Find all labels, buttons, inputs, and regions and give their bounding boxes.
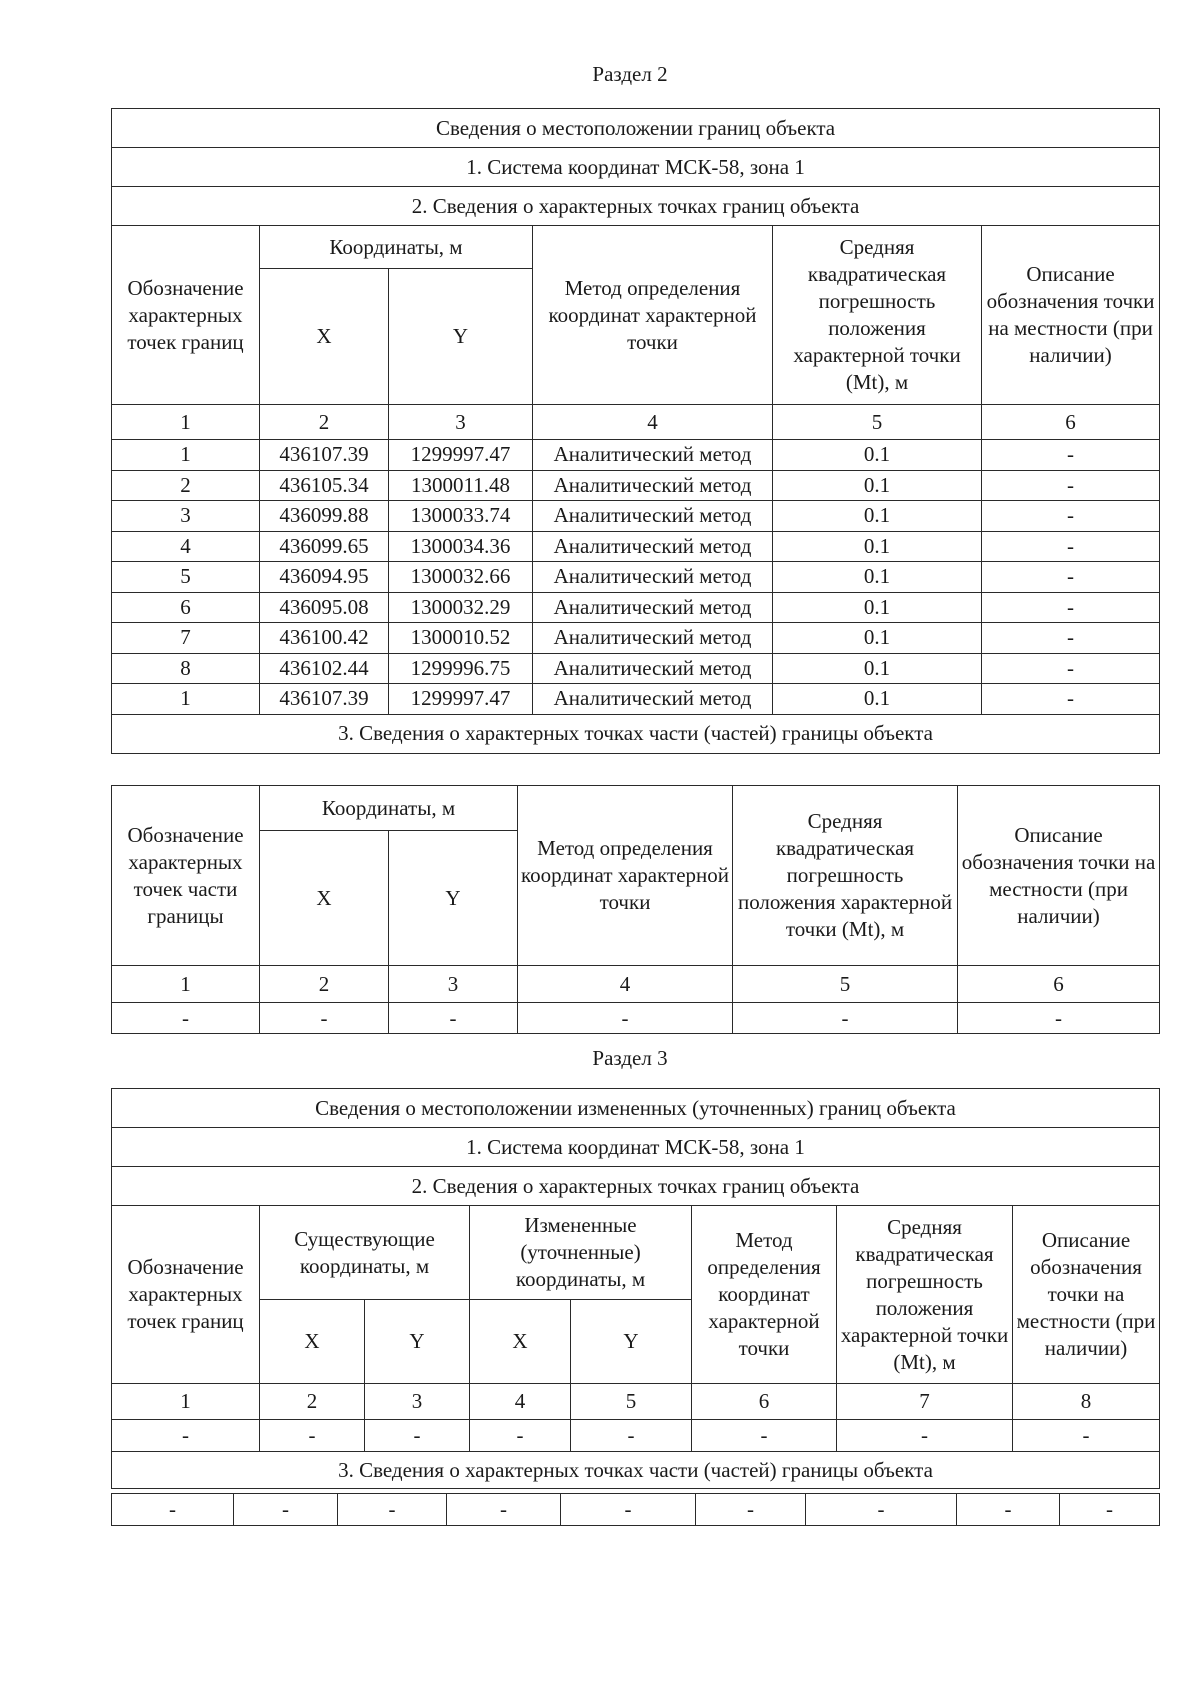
table-cell: - bbox=[1013, 1420, 1160, 1452]
col-number: 1 bbox=[112, 405, 260, 440]
table-cell: - bbox=[692, 1420, 837, 1452]
table-cell: 0.1 bbox=[773, 470, 982, 501]
col-number: 4 bbox=[518, 966, 733, 1003]
table-cell: - bbox=[957, 1494, 1060, 1526]
col-header-existing-coords: Существующие координаты, м bbox=[260, 1206, 470, 1300]
table-cell: - bbox=[447, 1494, 561, 1526]
table-cell: 436105.34 bbox=[260, 470, 389, 501]
table-cell: 4 bbox=[112, 531, 260, 562]
coordinate-system: 1. Система координат МСК-58, зона 1 bbox=[112, 1128, 1160, 1167]
table-cell: 1300032.66 bbox=[389, 562, 533, 593]
table-cell: 436107.39 bbox=[260, 440, 389, 471]
table-row bbox=[112, 562, 1160, 593]
col-number: 4 bbox=[533, 405, 773, 440]
table-cell: - bbox=[982, 623, 1160, 654]
table-cell: - bbox=[470, 1420, 571, 1452]
table-cell: 1299996.75 bbox=[389, 653, 533, 684]
table-cell: - bbox=[561, 1494, 696, 1526]
table-cell: - bbox=[982, 562, 1160, 593]
col-number: 5 bbox=[571, 1384, 692, 1420]
table-cell: 1300011.48 bbox=[389, 470, 533, 501]
table-cell: - bbox=[389, 1003, 518, 1034]
table-cell: 436102.44 bbox=[260, 653, 389, 684]
col-number: 5 bbox=[773, 405, 982, 440]
part-col-header-description: Описание обозначения точки на местности (при наличии) bbox=[958, 786, 1160, 966]
part-points-subtitle: 3. Сведения о характерных точках части (частей) границы объекта bbox=[112, 1452, 1160, 1489]
col-header-changed-x: X bbox=[470, 1300, 571, 1384]
points-subtitle: 2. Сведения о характерных точках границ объекта bbox=[112, 1167, 1160, 1206]
table-cell: 436099.65 bbox=[260, 531, 389, 562]
table-cell: 0.1 bbox=[773, 562, 982, 593]
col-number: 2 bbox=[260, 405, 389, 440]
col-number: 8 bbox=[1013, 1384, 1160, 1420]
part-col-header-x: X bbox=[260, 831, 389, 966]
table-row bbox=[112, 623, 1160, 654]
table-cell: 0.1 bbox=[773, 440, 982, 471]
table-cell: - bbox=[112, 1494, 234, 1526]
table-cell: - bbox=[260, 1420, 365, 1452]
col-number: 7 bbox=[837, 1384, 1013, 1420]
table-cell: 0.1 bbox=[773, 623, 982, 654]
table-row bbox=[112, 684, 1160, 715]
col-header-changed-y: Y bbox=[571, 1300, 692, 1384]
table-cell: - bbox=[982, 592, 1160, 623]
table-cell: 0.1 bbox=[773, 592, 982, 623]
col-header-designation: Обозначение характерных точек границ bbox=[112, 1206, 260, 1384]
table-cell: - bbox=[260, 1003, 389, 1034]
section-2-part-table bbox=[111, 785, 1160, 1034]
table-cell: - bbox=[982, 684, 1160, 715]
section-3-header: Сведения о местоположении измененных (уточненных) границ объекта bbox=[112, 1089, 1160, 1128]
table-cell: - bbox=[1060, 1494, 1160, 1526]
col-header-existing-x: X bbox=[260, 1300, 365, 1384]
section-2-header: Сведения о местоположении границ объекта bbox=[112, 109, 1160, 148]
table-cell: - bbox=[982, 470, 1160, 501]
table-cell: 0.1 bbox=[773, 531, 982, 562]
table-row bbox=[112, 1494, 1160, 1526]
col-header-coords: Координаты, м bbox=[260, 226, 533, 269]
section-3-title: Раздел 3 bbox=[592, 1046, 668, 1070]
table-cell: - bbox=[982, 653, 1160, 684]
table-row bbox=[112, 470, 1160, 501]
col-number: 2 bbox=[260, 1384, 365, 1420]
table-cell: Аналитический метод bbox=[533, 501, 773, 532]
table-cell: 1 bbox=[112, 684, 260, 715]
table-cell: 1299997.47 bbox=[389, 684, 533, 715]
table-cell: 436094.95 bbox=[260, 562, 389, 593]
col-header-x: X bbox=[260, 269, 389, 405]
table-row bbox=[112, 1420, 1160, 1452]
table-row bbox=[112, 653, 1160, 684]
table-cell: Аналитический метод bbox=[533, 592, 773, 623]
col-header-error: Средняя квадратическая погрешность положения характерной точки (Mt), м bbox=[773, 226, 982, 405]
table-cell: 436095.08 bbox=[260, 592, 389, 623]
points-subtitle: 2. Сведения о характерных точках границ объекта bbox=[112, 187, 1160, 226]
table-cell: - bbox=[733, 1003, 958, 1034]
part-col-header-coords: Координаты, м bbox=[260, 786, 518, 831]
col-header-description: Описание обозначения точки на местности (при наличии) bbox=[982, 226, 1160, 405]
table-cell: Аналитический метод bbox=[533, 440, 773, 471]
col-number: 4 bbox=[470, 1384, 571, 1420]
section-2-title: Раздел 2 bbox=[592, 62, 668, 86]
table-cell: 0.1 bbox=[773, 653, 982, 684]
table-cell: 3 bbox=[112, 501, 260, 532]
table-cell: 6 bbox=[112, 592, 260, 623]
col-numbers-row bbox=[112, 1384, 1160, 1420]
table-cell: 436099.88 bbox=[260, 501, 389, 532]
table-cell: 436107.39 bbox=[260, 684, 389, 715]
col-number: 1 bbox=[112, 1384, 260, 1420]
table-cell: 1300034.36 bbox=[389, 531, 533, 562]
table-cell: - bbox=[365, 1420, 470, 1452]
col-number: 6 bbox=[692, 1384, 837, 1420]
col-number: 6 bbox=[958, 966, 1160, 1003]
table-cell: - bbox=[338, 1494, 447, 1526]
table-cell: 5 bbox=[112, 562, 260, 593]
table-cell: Аналитический метод bbox=[533, 531, 773, 562]
col-header-existing-y: Y bbox=[365, 1300, 470, 1384]
table-row bbox=[112, 531, 1160, 562]
table-cell: - bbox=[112, 1003, 260, 1034]
part-points-subtitle: 3. Сведения о характерных точках части (частей) границы объекта bbox=[112, 714, 1160, 753]
table-row bbox=[112, 1003, 1160, 1034]
part-col-header-designation: Обозначение характерных точек части границы bbox=[112, 786, 260, 966]
section-3-part-table bbox=[111, 1493, 1160, 1526]
table-cell: Аналитический метод bbox=[533, 653, 773, 684]
col-header-y: Y bbox=[389, 269, 533, 405]
col-header-error: Средняя квадратическая погрешность положения характерной точки (Mt), м bbox=[837, 1206, 1013, 1384]
part-col-header-error: Средняя квадратическая погрешность положения характерной точки (Mt), м bbox=[733, 786, 958, 966]
col-header-method: Метод определения координат характерной точки bbox=[692, 1206, 837, 1384]
table-cell: Аналитический метод bbox=[533, 623, 773, 654]
table-cell: 0.1 bbox=[773, 501, 982, 532]
table-cell: 1300010.52 bbox=[389, 623, 533, 654]
part-col-header-method: Метод определения координат характерной точки bbox=[518, 786, 733, 966]
table-cell: Аналитический метод bbox=[533, 684, 773, 715]
col-number: 6 bbox=[982, 405, 1160, 440]
table-cell: 1 bbox=[112, 440, 260, 471]
col-header-description: Описание обозначения точки на местности (при наличии) bbox=[1013, 1206, 1160, 1384]
coordinate-system: 1. Система координат МСК-58, зона 1 bbox=[112, 148, 1160, 187]
col-number: 3 bbox=[389, 405, 533, 440]
table-cell: 436100.42 bbox=[260, 623, 389, 654]
table-cell: - bbox=[982, 531, 1160, 562]
col-numbers-row bbox=[112, 405, 1160, 440]
table-cell: 8 bbox=[112, 653, 260, 684]
table-cell: 1300033.74 bbox=[389, 501, 533, 532]
table-cell: - bbox=[234, 1494, 338, 1526]
part-col-numbers-row bbox=[112, 966, 1160, 1003]
col-number: 3 bbox=[389, 966, 518, 1003]
table-cell: 2 bbox=[112, 470, 260, 501]
col-number: 2 bbox=[260, 966, 389, 1003]
table-row bbox=[112, 440, 1160, 471]
table-cell: Аналитический метод bbox=[533, 470, 773, 501]
col-header-designation: Обозначение характерных точек границ bbox=[112, 226, 260, 405]
table-cell: - bbox=[982, 501, 1160, 532]
table-cell: 1299997.47 bbox=[389, 440, 533, 471]
table-row bbox=[112, 501, 1160, 532]
table-cell: Аналитический метод bbox=[533, 562, 773, 593]
col-number: 3 bbox=[365, 1384, 470, 1420]
table-cell: - bbox=[112, 1420, 260, 1452]
table-cell: - bbox=[806, 1494, 957, 1526]
table-cell: - bbox=[958, 1003, 1160, 1034]
table-cell: 0.1 bbox=[773, 684, 982, 715]
part-col-header-y: Y bbox=[389, 831, 518, 966]
section-2-table bbox=[111, 108, 1160, 754]
table-row bbox=[112, 592, 1160, 623]
table-cell: - bbox=[837, 1420, 1013, 1452]
col-number: 5 bbox=[733, 966, 958, 1003]
table-cell: 1300032.29 bbox=[389, 592, 533, 623]
table-cell: - bbox=[982, 440, 1160, 471]
table-cell: - bbox=[518, 1003, 733, 1034]
col-header-method: Метод определения координат характерной точки bbox=[533, 226, 773, 405]
col-number: 1 bbox=[112, 966, 260, 1003]
table-cell: 7 bbox=[112, 623, 260, 654]
table-cell: - bbox=[571, 1420, 692, 1452]
col-header-changed-coords: Измененные (уточненные) координаты, м bbox=[470, 1206, 692, 1300]
table-cell: - bbox=[696, 1494, 806, 1526]
section-3-table bbox=[111, 1088, 1160, 1489]
